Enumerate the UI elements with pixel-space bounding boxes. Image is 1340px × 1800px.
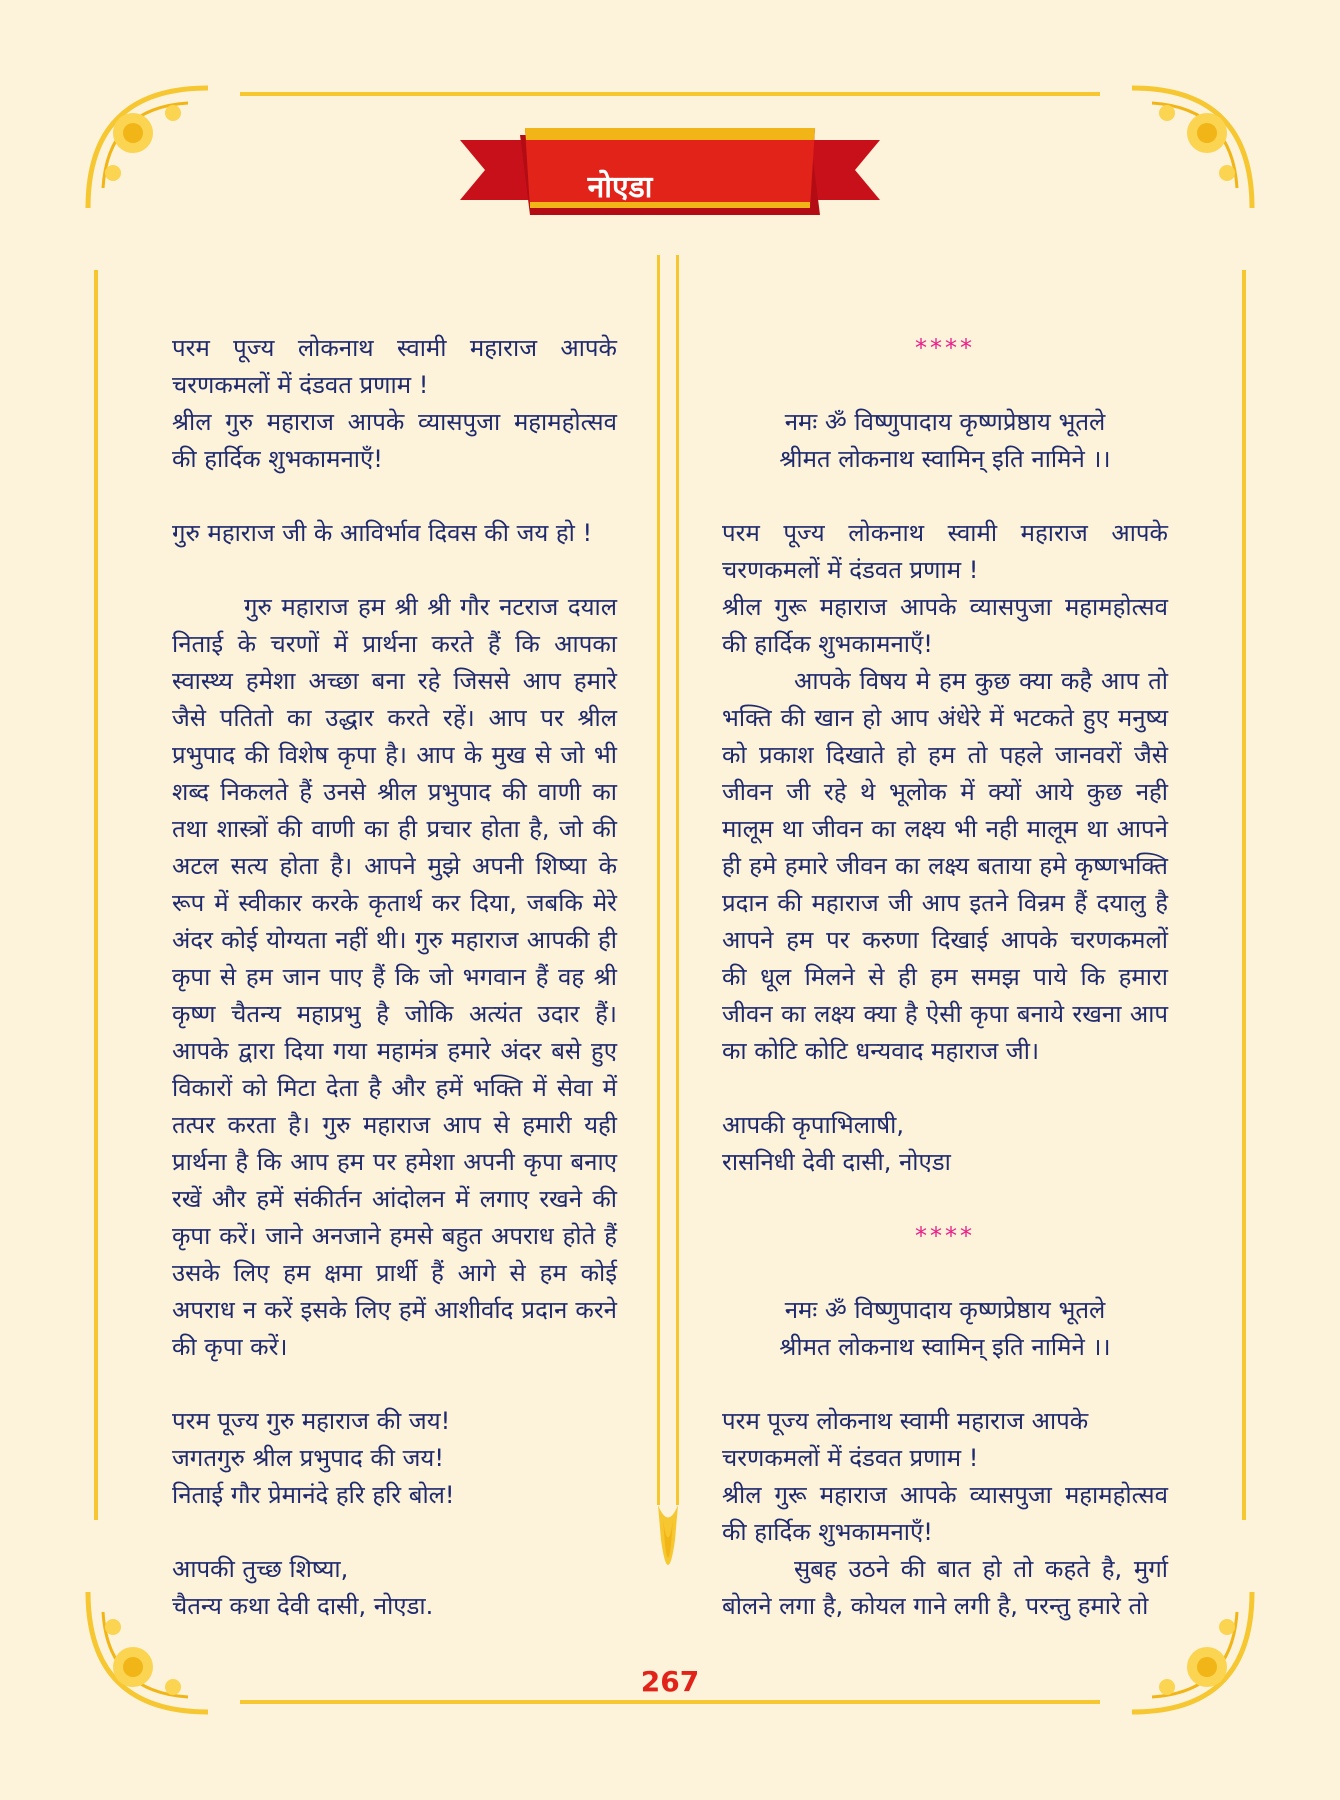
right-body-paragraph-2: सुबह उठने की बात हो तो कहते है, मुर्गा बोलने लगा है, कोयल गाने लगी है, परन्तु हमारे तो [722, 1555, 1168, 1620]
page-number: 267 [640, 1665, 700, 1698]
frame-right-line [1242, 270, 1246, 1520]
left-greeting-line-4: की हार्दिक शुभकामनाएँ! [172, 445, 383, 473]
left-signature-line-1: आपकी तुच्छ शिष्या, [172, 1555, 349, 1583]
right-signature-1-line-1: आपकी कृपाभिलाषी, [722, 1111, 905, 1139]
stars-separator-2: **** [915, 1222, 975, 1250]
right-signature-1-line-2: रासनिधी देवी दासी, नोएडा [722, 1148, 951, 1176]
right-greeting-2-line-2: चरणकमलों में दंडवत प्रणाम ! [722, 1444, 979, 1472]
left-closing-line-2: जगतगुरु श्रील प्रभुपाद की जय! [172, 1444, 444, 1472]
mantra-1-line-2: श्रीमत लोकनाथ स्वामिन् इति नामिने ।। [779, 445, 1111, 473]
frame-left-line [94, 270, 98, 1520]
right-greeting-1-line-1: परम पूज्य लोकनाथ स्वामी महाराज आपके [722, 519, 1168, 547]
stars-separator-1: **** [915, 334, 975, 362]
corner-ornament-top-right [1122, 78, 1262, 218]
left-closing-line-3: निताई गौर प्रेमानंदे हरि हरि बोल! [172, 1481, 455, 1509]
left-column [172, 330, 617, 1625]
center-divider [655, 255, 681, 1590]
mantra-2-line-2: श्रीमत लोकनाथ स्वामिन् इति नामिने ।। [779, 1333, 1111, 1361]
right-column [722, 330, 1168, 1625]
corner-ornament-top-left [78, 78, 218, 218]
mantra-2-line-1: नमः ॐ विष्णुपादाय कृष्णप्रेष्ठाय भूतले [784, 1296, 1106, 1324]
right-greeting-2-line-3: श्रील गुरू महाराज आपके व्यासपुजा महामहोत्सव [722, 1481, 1168, 1509]
right-greeting-1-line-4: की हार्दिक शुभकामनाएँ! [722, 630, 933, 658]
frame-top-line [240, 92, 1100, 96]
left-signature-line-2: चैतन्य कथा देवी दासी, नोएडा. [172, 1592, 434, 1620]
right-greeting-2-line-1: परम पूज्य लोकनाथ स्वामी महाराज आपके [722, 1407, 1089, 1435]
left-closing-line-1: परम पूज्य गुरु महाराज की जय! [172, 1407, 451, 1435]
right-body-paragraph-1: आपके विषय मे हम कुछ क्या कहै आप तो भक्ति की खान हो आप अंधेरे में भटकते हुए मनुष्य को प्रकाश दिखाते हो हम तो पहले जानवरों जैसे जीवन जी रहे थे भूलोक में क्यों आये कुछ नही मालूम था जीवन का लक्ष्य भी नही मालूम था आपने ही हमे हमारे जीवन का लक्ष्य बताया हमे कृष्णभक्ति प्रदान की महाराज जी आप इतने विन्रम हैं दयालु है आपने हम पर करुणा दिखाई आपके चरणकमलों की धूल मिलने से ही हम समझ पाये कि हमारा जीवन का लक्ष्य क्या है ऐसी कृपा बनाये रखना आप का कोटि कोटि धन्यवाद महाराज जी। [722, 667, 1168, 1065]
right-greeting-1-line-3: श्रील गुरू महाराज आपके व्यासपुजा महामहोत्सव [722, 593, 1168, 621]
right-greeting-2-line-4: की हार्दिक शुभकामनाएँ! [722, 1518, 933, 1546]
left-greeting-line-2: चरणकमलों में दंडवत प्रणाम ! [172, 371, 429, 399]
left-jay-line: गुरु महाराज जी के आविर्भाव दिवस की जय हो ! [172, 519, 593, 547]
frame-bottom-line [240, 1700, 1100, 1704]
section-title: नोएडा [587, 170, 653, 205]
left-greeting-line-1: परम पूज्य लोकनाथ स्वामी महाराज आपके [172, 334, 617, 362]
left-greeting-line-3: श्रील गुरु महाराज आपके व्यासपुजा महामहोत्सव [172, 408, 617, 436]
right-greeting-1-line-2: चरणकमलों में दंडवत प्रणाम ! [722, 556, 979, 584]
left-body-paragraph: गुरु महाराज हम श्री श्री गौर नटराज दयाल निताई के चरणों में प्रार्थना करते हैं कि आपका स्वास्थ्य हमेशा अच्छा बना रहे जिससे आप हमारे जैसे पतितो का उद्धार करते रहें। आप पर श्रील प्रभुपाद की विशेष कृपा है। आप के मुख से जो भी शब्द निकलते हैं उनसे श्रील प्रभुपाद की वाणी का तथा शास्त्रों की वाणी का ही प्रचार होता है, जो की अटल सत्य होता है। आपने मुझे अपनी शिष्या के रूप में स्वीकार करके कृतार्थ कर दिया, जबकि मेरे अंदर कोई योग्यता नहीं थी। गुरु महाराज आपकी ही कृपा से हम जान पाए हैं कि जो भगवान हैं वह श्री कृष्ण चैतन्य महाप्रभु है जोकि अत्यंत उदार हैं। आपके द्वारा दिया गया महामंत्र हमारे अंदर बसे हुए विकारों को मिटा देता है और हमें भक्ति में सेवा में तत्पर करता है। गुरु महाराज आप से हमारी यही प्रार्थना है कि आप हम पर हमेशा अपनी कृपा बनाए रखें और हमें संकीर्तन आंदोलन में लगाए रखने की कृपा करें। जाने अनजाने हमसे बहुत अपराध होते हैं उसके लिए हम क्षमा प्रार्थी हैं आगे से हम कोई अपराध न करें इसके लिए हमें आशीर्वाद प्रदान करने की कृपा करें। [172, 593, 617, 1361]
mantra-1-line-1: नमः ॐ विष्णुपादाय कृष्णप्रेष्ठाय भूतले [784, 408, 1106, 436]
